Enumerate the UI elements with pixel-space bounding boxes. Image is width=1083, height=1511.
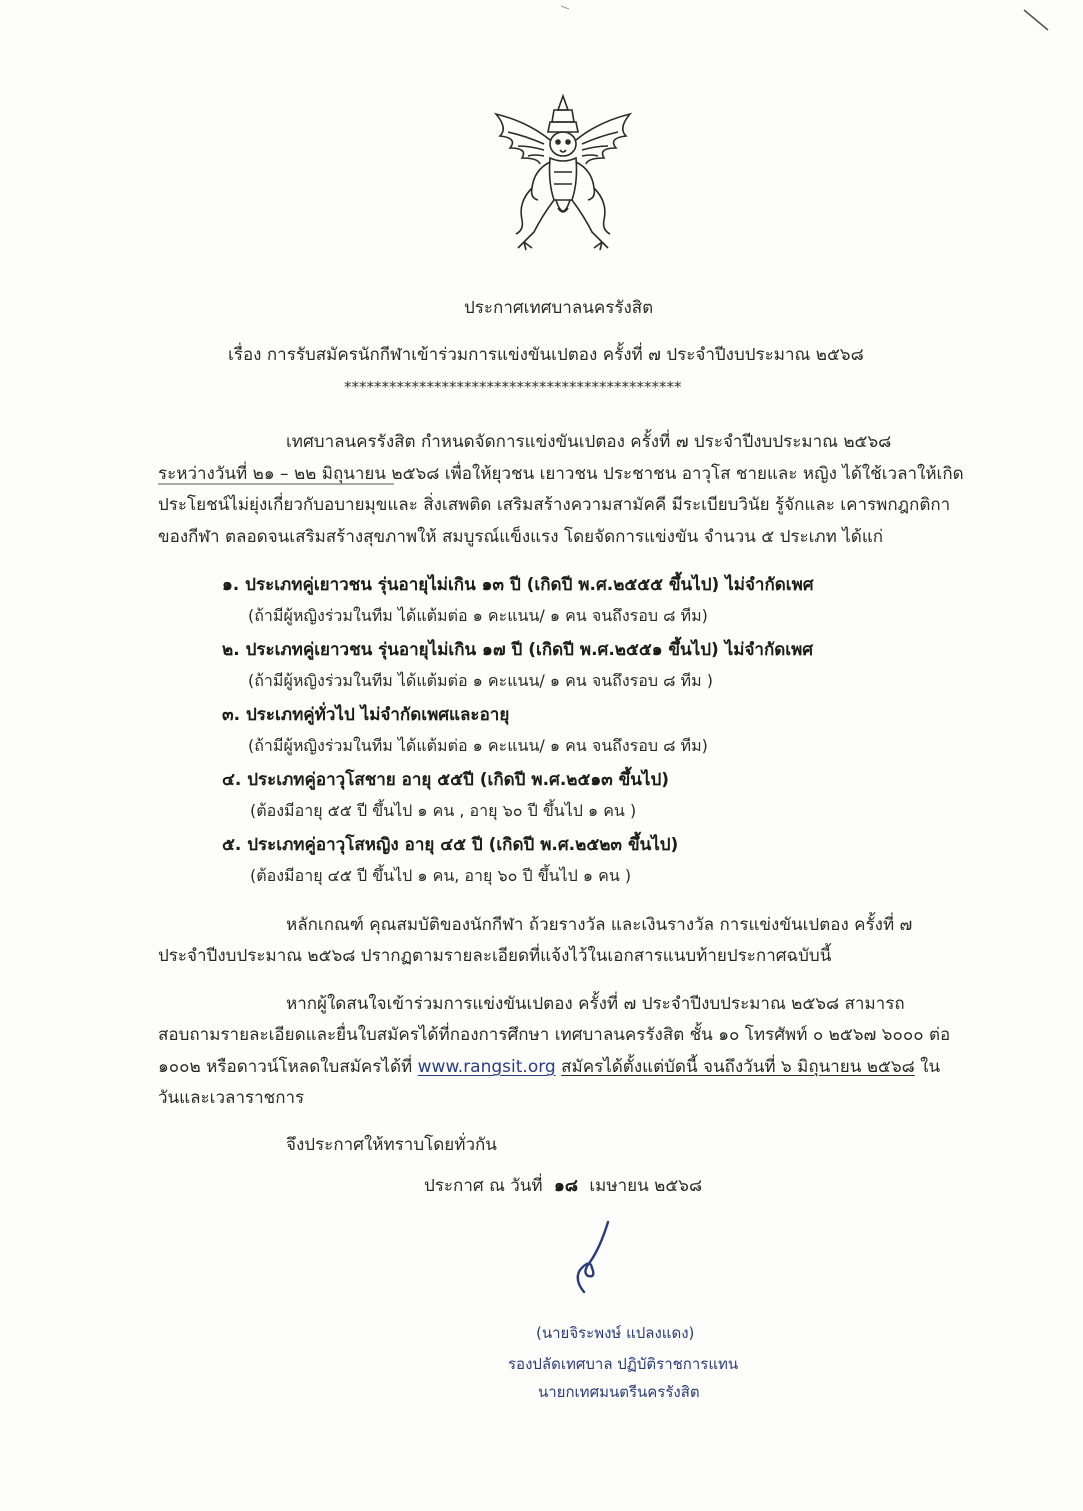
criteria-line-1: หลักเกณฑ์ คุณสมบัติของนักกีฬา ถ้วยรางวัล และเงินรางวัล การแข่งขันเปตอง ครั้งที่ ๗	[286, 915, 913, 935]
date-day: ๑๘	[554, 1176, 578, 1196]
signature	[560, 1218, 620, 1298]
category-title: ๕. ประเภทคู่อาวุโสหญิง อายุ ๔๕ ปี (เกิดปี พ.ศ.๒๕๒๓ ขึ้นไป)	[222, 835, 679, 855]
contact-line-1: หากผู้ใดสนใจเข้าร่วมการแข่งขันเปตอง ครั้งที่ ๗ ประจำปีงบประมาณ ๒๕๖๘ สามารถ	[286, 994, 905, 1014]
intro-line-1: เทศบาลนครรังสิต กำหนดจัดการแข่งขันเปตอง ครั้งที่ ๗ ประจำปีงบประมาณ ๒๕๖๘	[286, 432, 892, 452]
subject-line: เรื่อง การรับสมัครนักกีฬาเข้าร่วมการแข่งขันเปตอง ครั้งที่ ๗ ประจำปีงบประมาณ ๒๕๖๘	[228, 345, 864, 365]
contact-line-4: วันและเวลาราชการ	[158, 1088, 305, 1108]
category-title: ๔. ประเภทคู่อาวุโสชาย อายุ ๕๕ปี (เกิดปี พ.ศ.๒๕๑๓ ขึ้นไป)	[222, 770, 670, 790]
divider-stars: *********************************************	[344, 378, 682, 396]
signatory-position-2: นายกเทศมนตรีนครรังสิต	[538, 1383, 700, 1401]
contact-prefix: ๑๐๐๒ หรือดาวน์โหลดใบสมัครได้ที่	[158, 1057, 413, 1077]
category-title: ๓. ประเภทคู่ทั่วไป ไม่จำกัดเพศและอายุ	[222, 705, 510, 725]
contact-line-2: สอบถามรายละเอียดและยื่นใบสมัครได้ที่กองการศึกษา เทศบาลนครรังสิต ชั้น ๑๐ โทรศัพท์ ๐ ๒๕๖๗ ๖๐๐๐ ต่อ	[158, 1025, 951, 1045]
category-note: (ถ้ามีผู้หญิงร่วมในทีม ได้แต้มต่อ ๑ คะแนน/ ๑ คน จนถึงรอบ ๘ ทีม )	[248, 671, 713, 690]
signatory-name: (นายจิระพงษ์ แปลงแดง)	[536, 1324, 695, 1342]
underline-mark	[158, 482, 398, 486]
closing-announce: จึงประกาศให้ทราบโดยทั่วกัน	[286, 1135, 497, 1155]
website-link[interactable]: www.rangsit.org	[417, 1057, 556, 1077]
intro-line-3: ประโยชน์ไม่ยุ่งเกี่ยวกับอบายมุขและ สิ่งเสพติด เสริมสร้างความสามัคคี มีระเบียบวินัย รู้จักและ เคารพกฎกติกา	[158, 495, 951, 515]
scan-mark	[1022, 8, 1052, 34]
intro-line-2: ระหว่างวันที่ ๒๑ – ๒๒ มิถุนายน ๒๕๖๘ เพื่อให้ยุวชน เยาวชน ประชาชน อาวุโส ชายและ หญิง ได้ใช้เวลาให้เกิด	[158, 464, 964, 484]
category-note: (ต้องมีอายุ ๕๕ ปี ขึ้นไป ๑ คน , อายุ ๖๐ ปี ขึ้นไป ๑ คน )	[250, 801, 637, 820]
intro-line-4: ของกีฬา ตลอดจนเสริมสร้างสุขภาพให้ สมบูรณ์แข็งแรง โดยจัดการแข่งขัน จำนวน ๕ ประเภท ได้แก่	[158, 527, 884, 547]
date-rest: เมษายน ๒๕๖๘	[589, 1176, 703, 1196]
signatory-position-1: รองปลัดเทศบาล ปฏิบัติราชการแทน	[508, 1355, 739, 1373]
category-note: (ถ้ามีผู้หญิงร่วมในทีม ได้แต้มต่อ ๑ คะแนน/ ๑ คน จนถึงรอบ ๘ ทีม)	[248, 606, 708, 625]
category-title: ๑. ประเภทคู่เยาวชน รุ่นอายุไม่เกิน ๑๓ ปี (เกิดปี พ.ศ.๒๕๕๕ ขึ้นไป) ไม่จำกัดเพศ	[222, 575, 814, 595]
date-prefix: ประกาศ ณ วันที่	[424, 1176, 543, 1196]
category-title: ๒. ประเภทคู่เยาวชน รุ่นอายุไม่เกิน ๑๗ ปี (เกิดปี พ.ศ.๒๕๕๑ ขึ้นไป) ไม่จำกัดเพศ	[222, 640, 814, 660]
criteria-line-2: ประจำปีงบประมาณ ๒๕๖๘ ปรากฏตามรายละเอียดที่แจ้งไว้ในเอกสารแนบท้ายประกาศฉบับนี้	[158, 946, 832, 966]
category-note: (ถ้ามีผู้หญิงร่วมในทีม ได้แต้มต่อ ๑ คะแนน/ ๑ คน จนถึงรอบ ๘ ทีม)	[248, 736, 708, 755]
contact-line-3	[158, 1053, 940, 1080]
category-note: (ต้องมีอายุ ๔๕ ปี ขึ้นไป ๑ คน, อายุ ๖๐ ปี ขึ้นไป ๑ คน )	[250, 866, 632, 885]
announcement-date	[424, 1172, 702, 1199]
scan-speck	[560, 4, 572, 12]
deadline-text: สมัครได้ตั้งแต่บัดนี้ จนถึงวันที่ ๖ มิถุนายน ๒๕๖๘	[561, 1057, 915, 1077]
garuda-emblem	[488, 92, 638, 262]
contact-suffix: ใน	[920, 1057, 941, 1077]
org-title: ประกาศเทศบาลนครรังสิต	[464, 298, 654, 318]
